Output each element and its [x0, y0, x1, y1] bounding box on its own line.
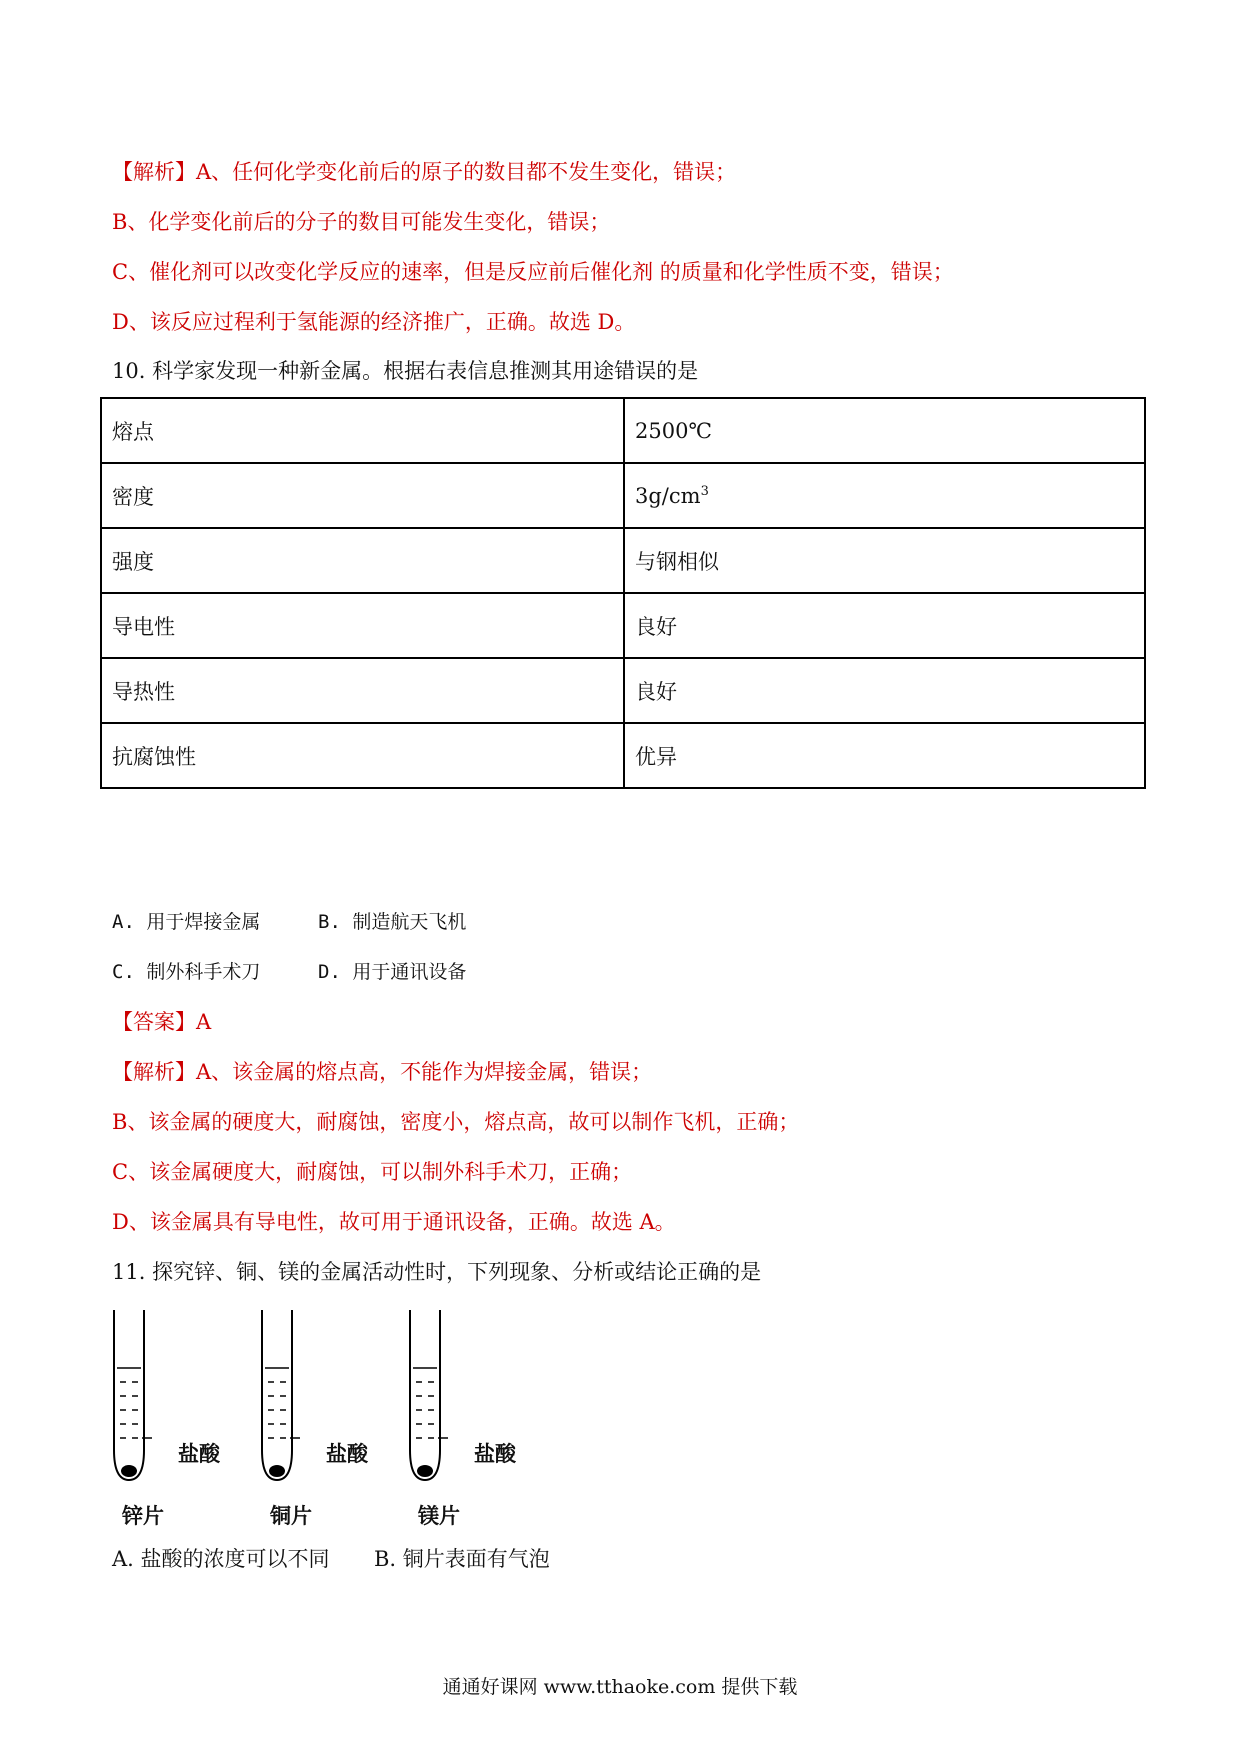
q9-analysis-d: D、该反应过程利于氢能源的经济推广，正确。故选 D。	[112, 310, 636, 334]
table-row	[101, 593, 1145, 658]
test-tube-zinc	[112, 1310, 232, 1530]
page-footer: 通通好课网 www.tthaoke.com 提供下载	[442, 1676, 798, 1698]
q9-analysis-c: C、催化剂可以改变化学反应的速率，但是反应前后催化剂 的质量和化学性质不变，错误；	[112, 260, 954, 284]
q11-options-row-1	[112, 1545, 550, 1573]
test-tube-icon	[260, 1310, 380, 1530]
acid-label: 盐酸	[178, 1442, 220, 1466]
test-tubes-figure	[112, 1310, 532, 1530]
answer-tag: 【答案】	[112, 1010, 196, 1034]
q9-analysis-a-text: A、任何化学变化前后的原子的数目都不发生变化，错误；	[196, 160, 737, 184]
acid-label: 盐酸	[326, 1442, 368, 1466]
q10-answer	[112, 1008, 211, 1036]
property-value: 良好	[624, 593, 1145, 658]
density-value: 3g/cm	[635, 483, 701, 508]
property-name: 导热性	[101, 658, 624, 723]
q10-option-d: D. 用于通讯设备	[318, 961, 467, 983]
test-tube-icon	[408, 1310, 528, 1530]
analysis-tag: 【解析】	[112, 1060, 196, 1084]
table-row	[101, 658, 1145, 723]
property-name: 导电性	[101, 593, 624, 658]
q10-option-c: C. 制外科手术刀	[112, 961, 261, 983]
q10-analysis-c: C、该金属硬度大，耐腐蚀，可以制外科手术刀，正确；	[112, 1160, 633, 1184]
q10-analysis-a	[112, 1058, 652, 1086]
q10-options-row-2	[112, 958, 466, 986]
q10-analysis-a-text: A、该金属的熔点高，不能作为焊接金属，错误；	[196, 1060, 653, 1084]
analysis-tag: 【解析】	[112, 160, 196, 184]
test-tube-icon	[112, 1310, 232, 1530]
q10-options-row-1	[112, 908, 466, 936]
q11-stem: 11. 探究锌、铜、镁的金属活动性时，下列现象、分析或结论正确的是	[112, 1260, 762, 1284]
property-name: 抗腐蚀性	[101, 723, 624, 788]
q11-option-a: A. 盐酸的浓度可以不同	[112, 1547, 330, 1571]
property-value: 优异	[624, 723, 1145, 788]
test-tube-copper	[260, 1310, 380, 1530]
test-tube-magnesium	[408, 1310, 528, 1530]
q11-option-b: B. 铜片表面有气泡	[374, 1547, 550, 1571]
property-value	[624, 463, 1145, 528]
property-name: 熔点	[101, 398, 624, 463]
q10-option-b: B. 制造航天飞机	[318, 911, 467, 933]
property-value: 2500℃	[624, 398, 1145, 463]
metal-properties-table	[100, 397, 1146, 789]
q9-analysis-a	[112, 158, 736, 186]
q10-option-a: A. 用于焊接金属	[112, 911, 261, 933]
metal-label: 铜片	[270, 1504, 312, 1528]
metal-label: 镁片	[418, 1504, 460, 1528]
table-row	[101, 723, 1145, 788]
answer-value: A	[196, 1010, 212, 1034]
q10-stem: 10. 科学家发现一种新金属。根据右表信息推测其用途错误的是	[112, 359, 699, 383]
property-value: 良好	[624, 658, 1145, 723]
density-exponent: 3	[700, 483, 709, 499]
property-value: 与钢相似	[624, 528, 1145, 593]
table-row	[101, 528, 1145, 593]
metal-label: 锌片	[122, 1504, 164, 1528]
table-row	[101, 463, 1145, 528]
q10-analysis-b: B、该金属的硬度大，耐腐蚀，密度小，熔点高，故可以制作飞机，正确；	[112, 1110, 800, 1134]
table-row	[101, 398, 1145, 463]
property-name: 强度	[101, 528, 624, 593]
property-name: 密度	[101, 463, 624, 528]
acid-label: 盐酸	[474, 1442, 516, 1466]
q10-analysis-d: D、该金属具有导电性，故可用于通讯设备，正确。故选 A。	[112, 1210, 676, 1234]
q9-analysis-b: B、化学变化前后的分子的数目可能发生变化，错误；	[112, 210, 611, 234]
